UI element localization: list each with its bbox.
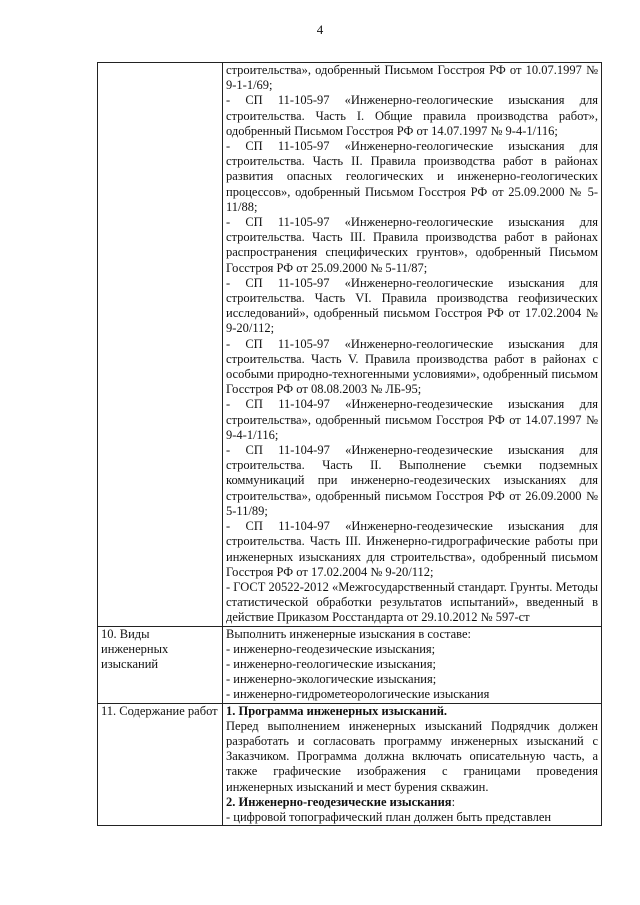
list-item: - СП 11-105-97 «Инженерно-геологические изыскания для строительства. Часть V. Правила производства работ в районах с особыми природно-техногенными условиями», одобренный письмом Госстроя РФ от 08.08.2003 № ЛБ-95; [226,336,598,397]
row-content [223,703,602,826]
row-label [98,63,223,627]
row-content [223,63,602,627]
list-item: - СП 11-105-97 «Инженерно-геологические изыскания для строительства. Часть VI. Правила производства геофизических исследований», одобренный письмом Госстроя РФ от 17.02.2004 № 9-20/112; [226,275,598,336]
table-row [98,703,602,826]
heading-suffix: : [451,794,456,809]
list-item: - СП 11-105-97 «Инженерно-геологические изыскания для строительства. Часть I. Общие правила производства работ», одобренный Письмом Госстроя РФ от 14.07.1997 № 9-4-1/116; [226,93,598,138]
table-row [98,63,602,627]
row-content [223,626,602,703]
list-item: - цифровой топографический план должен быть представлен [226,809,552,824]
list-item: - СП 11-104-97 «Инженерно-геодезические изыскания для строительства», одобренный письмом Госстроя РФ от 14.07.1997 № 9-4-1/116; [226,397,598,442]
paragraph: Перед выполнением инженерных изысканий Подрядчик должен разработать и согласовать программу инженерных изысканий с Заказчиком. Программа должна включать описательную часть, а также графические изображения с границами проведения инженерных изысканий и мест бурения скважин. [226,718,598,794]
list-item: Выполнить инженерные изыскания в составе: [226,626,472,641]
list-item: строительства», одобренный Письмом Госстроя РФ от 10.07.1997 № 9-1-1/69; [226,63,598,93]
list-item: - СП 11-105-97 «Инженерно-геологические изыскания для строительства. Часть II. Правила производства работ в районах развития опасных геологических и инженерно-геологических процессов», одобренный Письмом Госстроя РФ от 25.09.2000 № 5-11/88; [226,139,598,214]
list-item: - СП 11-104-97 «Инженерно-геодезические изыскания для строительства. Часть II. Выполнение съемки подземных коммуникаций при инженерно-геодезических изысканиях для строительства», одобренный письмом Госстроя РФ от 26.09.2000 № 5-11/89; [226,443,598,518]
requirements-table [97,62,602,826]
list-item: - инженерно-гидрометеорологические изыскания [226,687,490,702]
list-item: - СП 11-105-97 «Инженерно-геологические изыскания для строительства. Часть III. Правила производства работ в районах распространения специфических грунтов», одобренный Письмом Госстроя РФ от 25.09.2000 № 5-11/87; [226,215,598,275]
list-item: - ГОСТ 20522-2012 «Межгосударственный стандарт. Грунты. Методы статистической обработки результатов испытаний», введенный в действие Приказом Росстандарта от 29.10.2012 № 597-ст [226,579,598,625]
page-number: 4 [316,22,324,37]
row-label: 10. Виды инженерных изысканий [98,626,223,703]
list-item: - инженерно-геодезические изыскания; [226,641,436,656]
list-item: - инженерно-экологические изыскания; [226,672,437,687]
list-item: - инженерно-геологические изыскания; [226,656,436,671]
row-label: 11. Содержание работ [98,703,223,826]
section-heading-line [226,795,598,810]
section-heading: 2. Инженерно-геодезические изыскания [226,794,452,809]
list-item: - СП 11-104-97 «Инженерно-геодезические изыскания для строительства. Часть III. Инженерно-гидрографические работы при инженерных изысканиях для строительства», одобренный письмом Госстроя РФ от 17.02.2004 № 9-20/112; [226,519,598,579]
section-heading: 1. Программа инженерных изысканий. [226,703,448,718]
table-row [98,626,602,703]
